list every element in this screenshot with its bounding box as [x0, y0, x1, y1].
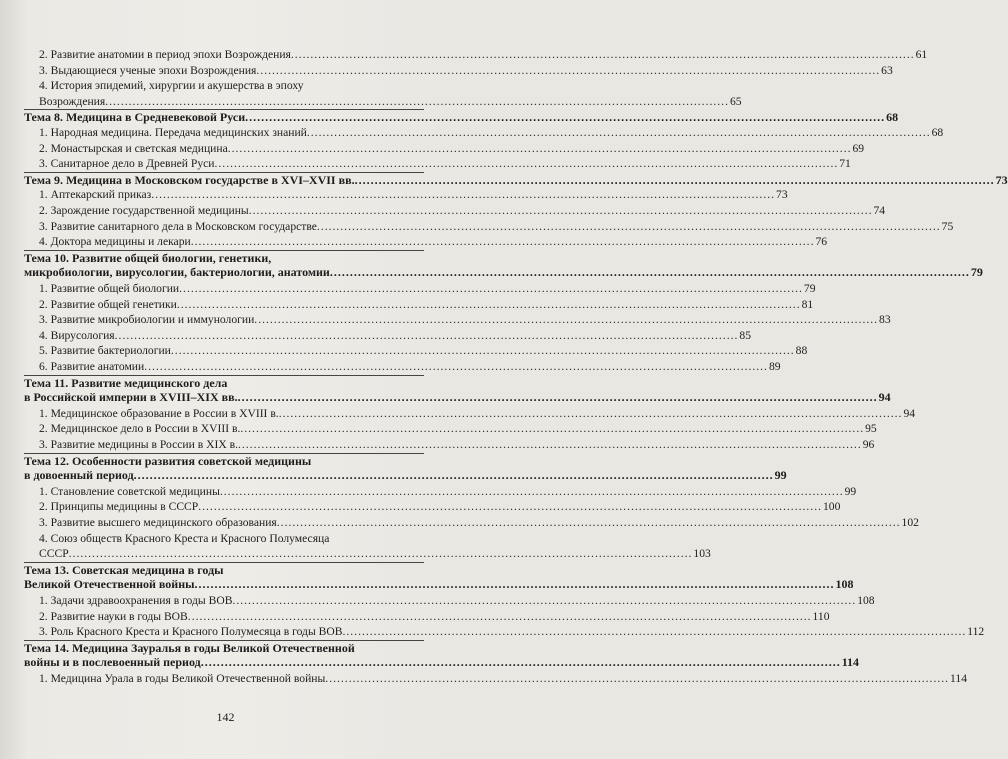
toc-topic-row [24, 265, 983, 280]
page-ref: 68 [931, 126, 944, 139]
page-ref: 89 [768, 360, 781, 373]
dot-leader [134, 468, 774, 483]
section-title: 2. Развитие анатомии в период эпохи Возрождения [39, 48, 291, 61]
dot-leader [277, 515, 901, 530]
dot-leader [238, 390, 878, 405]
section-title: 2. Монастырская и светская медицина [39, 141, 228, 155]
toc-section-row [24, 437, 875, 452]
toc-section-row [24, 343, 808, 358]
section-title: 3. Развитие высшего медицинского образования [39, 516, 277, 529]
page-ref: 68 [886, 110, 899, 125]
section-title: 2. Медицинское дело в России в XVIII в. [39, 422, 241, 436]
dot-leader [195, 577, 835, 592]
toc-section-row [24, 406, 916, 421]
dot-leader [330, 265, 970, 280]
section-title: 6. Развитие анатомии [39, 360, 145, 373]
section-title: 1. Медицинское образование в России в XVIII в. [39, 406, 279, 420]
toc-section-row [24, 63, 893, 78]
section-title: 4. Союз обществ Красного Креста и Красного Полумесяца [39, 531, 330, 545]
toc-section-row [24, 125, 944, 140]
dot-leader [342, 624, 966, 639]
dot-leader [191, 234, 815, 249]
toc-section-row [24, 203, 886, 218]
page-ref: 112 [967, 625, 985, 639]
toc-section-row [24, 484, 857, 499]
page-ref: 94 [903, 406, 916, 420]
dot-leader [179, 281, 803, 296]
toc-section-row [24, 593, 875, 608]
topic-heading: Тема 12. Особенности развития советской медицины [24, 453, 424, 469]
page-ref: 94 [878, 390, 891, 405]
section-title: 3. Роль Красного Креста и Красного Полумесяца в годы ВОВ [39, 625, 343, 639]
toc-section-row [24, 624, 985, 639]
section-title: 3. Выдающиеся ученые эпохи Возрождения [39, 63, 257, 77]
topic-heading: Тема 10. Развитие общей биологии, генетики, [24, 250, 424, 266]
page-ref: 79 [970, 265, 983, 280]
page-ref: 81 [801, 297, 814, 311]
topic-heading: Тема 13. Советская медицина в годы [24, 562, 424, 578]
section-title: 1. Задачи здравоохранения в годы ВОВ [39, 594, 233, 607]
toc-section-row [24, 156, 851, 171]
toc-topic-row [24, 468, 787, 483]
page-number: 142 [216, 710, 235, 724]
page-ref: 75 [941, 219, 954, 233]
section-title: 3. Развитие микробиологии и иммунологии [39, 313, 255, 327]
toc-section-row [24, 359, 781, 374]
toc-section-row [24, 515, 919, 530]
section-title: 2. Принципы медицины в СССР [39, 500, 199, 514]
dot-leader [240, 421, 864, 436]
section-title: 1. Народная медицина. Передача медицинских знаний [39, 126, 307, 139]
page-ref: 71 [839, 157, 851, 171]
dot-leader [307, 125, 931, 140]
section-title: 1. Медицина Урала в годы Великой Отечественной войны [39, 672, 326, 685]
dot-leader [201, 655, 841, 670]
section-title: 1. Аптекарский приказ [39, 188, 152, 202]
page-ref: 79 [803, 282, 816, 295]
dot-leader [105, 94, 729, 109]
section-title: 2. Зарождение государственной медицины [39, 204, 249, 217]
page-ref: 114 [950, 672, 968, 685]
dot-leader [177, 297, 801, 312]
page-ref: 99 [844, 484, 857, 498]
section-title: 3. Санитарное дело в Древней Руси [39, 157, 215, 171]
page-ref: 85 [739, 328, 751, 342]
topic-heading: Тема 14. Медицина Зауралья в годы Великой Отечественной [24, 640, 424, 656]
toc-section-row [24, 328, 751, 343]
dot-leader [245, 110, 885, 125]
page-ref: 96 [862, 438, 875, 451]
topic-heading: микробиологии, вирусологии, бактериологии, анатомии [24, 265, 330, 280]
dot-leader [355, 173, 995, 188]
section-title: 1. Становление советской медицины [39, 484, 220, 498]
page-ref: 100 [822, 500, 841, 514]
page-ref: 73 [995, 172, 1008, 187]
toc-topic-row [24, 390, 891, 405]
toc-topic-row [24, 172, 1008, 188]
dot-leader [232, 593, 856, 608]
toc-section-row [24, 94, 742, 109]
toc-section-row [24, 312, 891, 327]
page-ref: 102 [901, 516, 919, 529]
toc-section-row [24, 297, 814, 312]
section-title: 1. Развитие общей биологии [39, 282, 180, 295]
section-title: 2. Развитие науки в годы ВОВ [39, 609, 188, 623]
toc-section-row [24, 499, 841, 514]
page-ref: 83 [879, 313, 891, 327]
page-ref: 99 [774, 468, 787, 483]
toc-topic-row [24, 109, 899, 125]
topic-heading: Тема 11. Развитие медицинского дела [24, 375, 424, 391]
dot-leader [325, 671, 949, 686]
page-ref: 108 [857, 594, 875, 607]
dot-leader [171, 343, 795, 358]
dot-leader [188, 609, 812, 624]
page-ref: 74 [873, 204, 886, 217]
dot-leader [198, 499, 822, 514]
toc-topic-row [24, 577, 854, 592]
toc-section-row [24, 141, 865, 156]
section-title: 4. Вирусология [39, 328, 115, 342]
dot-leader [144, 359, 768, 374]
topic-heading: в довоенный период [24, 468, 134, 483]
toc-section-row [24, 234, 828, 249]
page-ref: 61 [915, 48, 928, 61]
topic-heading: в Российской империи в XVIII–XIX вв. [24, 390, 238, 405]
topic-heading: Великой Отечественной войны [24, 577, 195, 592]
page-ref: 65 [729, 94, 742, 108]
dot-leader [317, 219, 941, 234]
dot-leader [256, 63, 880, 78]
dot-leader [115, 328, 739, 343]
section-title: 3. Развитие санитарного дела в Московском государстве [39, 219, 317, 233]
toc-section-row [24, 421, 877, 436]
toc-section-row [24, 671, 968, 686]
dot-leader [254, 312, 878, 327]
toc-section-row [24, 187, 788, 202]
page-ref: 110 [812, 609, 830, 623]
topic-heading: Тема 8. Медицина в Средневековой Руси [24, 110, 246, 125]
page-ref: 63 [881, 63, 893, 77]
page-ref: 69 [852, 141, 865, 155]
toc-topic-row [24, 655, 860, 670]
topic-heading: войны и в послевоенный период [24, 655, 201, 670]
section-title: СССР [39, 547, 69, 561]
toc-section-row [24, 47, 928, 62]
page-ref: 88 [795, 344, 808, 358]
dot-leader [215, 156, 839, 171]
toc-section-row [24, 219, 954, 234]
section-title: 5. Развитие бактериологии [39, 344, 171, 358]
dot-leader [69, 546, 693, 561]
page-ref: 114 [841, 655, 860, 670]
page-ref: 108 [835, 577, 854, 592]
toc-section-row [24, 546, 711, 561]
section-title: 4. История эпидемий, хирургии и акушерства в эпоху [39, 79, 304, 93]
topic-heading: Тема 9. Медицина в Московском государстве в XVI–XVII вв. [24, 172, 355, 187]
dot-leader [279, 406, 903, 421]
dot-leader [291, 47, 915, 62]
section-title: 3. Развитие медицины в России в XIX в. [39, 438, 238, 451]
page-ref: 103 [693, 547, 711, 561]
dot-leader [220, 484, 844, 499]
page-ref: 95 [865, 422, 877, 436]
toc-section-row [24, 281, 816, 296]
dot-leader [249, 203, 873, 218]
dot-leader [151, 187, 775, 202]
section-title: 2. Развитие общей генетики [39, 297, 177, 311]
dot-leader [228, 141, 852, 156]
toc-section-row [24, 609, 830, 624]
page-ref: 73 [776, 188, 788, 202]
dot-leader [238, 437, 862, 452]
section-title: 4. Доктора медицины и лекари [39, 235, 191, 249]
page-ref: 76 [815, 235, 828, 249]
section-title: Возрождения [39, 94, 106, 108]
